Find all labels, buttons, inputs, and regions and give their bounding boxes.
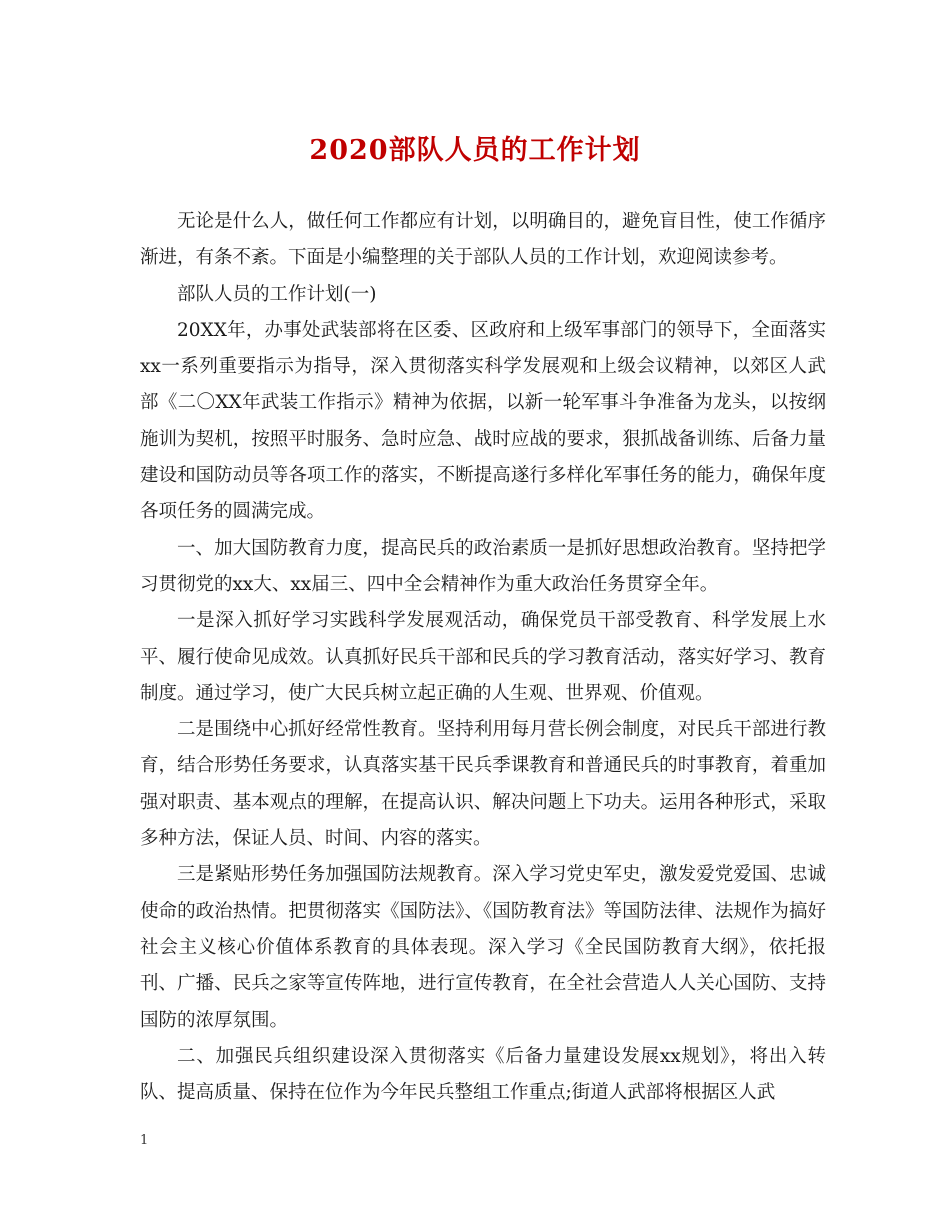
paragraph-item-two: 二是围绕中心抓好经常性教育。坚持利用每月营长例会制度，对民兵干部进行教育，结合形势任务要求，认真落实基干民兵季课教育和普通民兵的时事教育，着重加强对职责、基本观点的理解，在提高认识、解决问题上下功夫。运用各种形式，采取多种方法，保证人员、时间、内容的落实。 [140,719,826,850]
paragraph-section-one: 一、加大国防教育力度，提高民兵的政治素质一是抓好思想政治教育。坚持把学习贯彻党的xx大、xx届三、四中全会精神作为重大政治任务贯穿全年。 [140,537,826,595]
page-number: 1 [140,1133,149,1148]
paragraph-overview: 20XX年，办事处武装部将在区委、区政府和上级军事部门的领导下，全面落实xx一系列重要指示为指导，深入贯彻落实科学发展观和上级会议精神，以郊区人武部《二〇XX年武装工作指示》精神为依据，以新一轮军事斗争准备为龙头，以按纲施训为契机，按照平时服务、急时应急、战时应战的要求，狠抓战备训练、后备力量建设和国防动员等各项工作的落实，不断提高遂行多样化军事任务的能力，确保年度各项任务的圆满完成。 [140,319,826,523]
paragraph-section-two: 二、加强民兵组织建设深入贯彻落实《后备力量建设发展xx规划》，将出入转队、提高质量、保持在位作为今年民兵整组工作重点;街道人武部将根据区人武 [140,1045,826,1104]
page-title: 2020部队人员的工作计划 [309,135,641,166]
paragraph-item-three: 三是紧贴形势任务加强国防法规教育。深入学习党史军史，激发爱党爱国、忠诚使命的政治热情。把贯彻落实《国防法》、《国防教育法》等国防法律、法规作为搞好社会主义核心价值体系教育的具体表现。深入学习《全民国防教育大纲》，依托报刊、广播、民兵之家等宣传阵地，进行宣传教育，在全社会营造人人关心国防、支持国防的浓厚氛围。 [140,864,826,1031]
paragraph-intro: 无论是什么人，做任何工作都应有计划，以明确目的，避免盲目性，使工作循序渐进，有条不紊。下面是小编整理的关于部队人员的工作计划，欢迎阅读参考。 [140,211,826,269]
paragraph-item-one: 一是深入抓好学习实践科学发展观活动，确保党员干部受教育、科学发展上水平、履行使命见成效。认真抓好民兵干部和民兵的学习教育活动，落实好学习、教育制度。通过学习，使广大民兵树立起正确的人生观、世界观、价值观。 [140,610,826,704]
section-heading: 部队人员的工作计划(一) [177,283,377,305]
document-body [140,204,826,1111]
